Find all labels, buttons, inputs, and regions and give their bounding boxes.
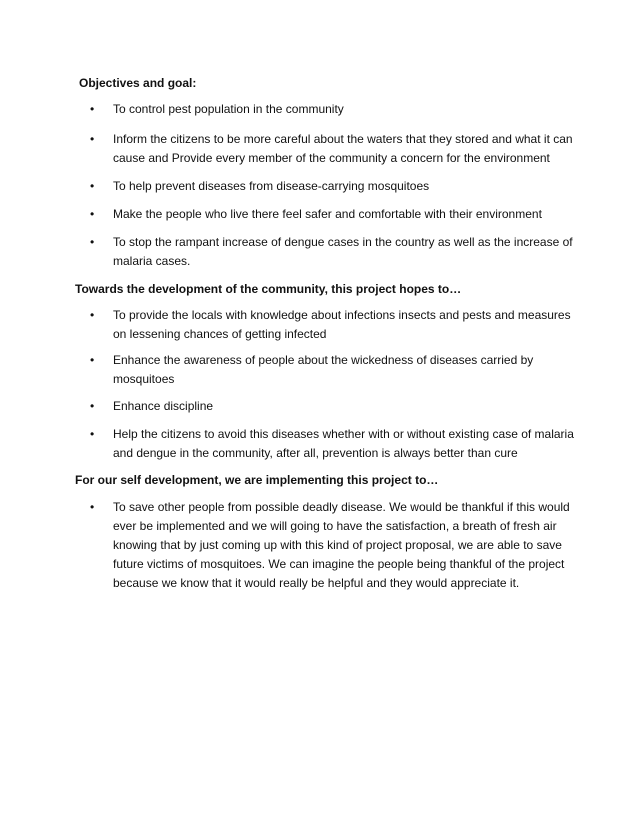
- objective-item: To help prevent diseases from disease-carrying mosquitoes: [113, 179, 430, 193]
- bullet-icon: •: [90, 427, 95, 441]
- bullet-icon: •: [90, 102, 95, 116]
- bullet-icon: •: [90, 353, 95, 367]
- bullet-icon: •: [90, 308, 95, 322]
- community-item: Help the citizens to avoid this diseases whether with or without existing case of malaria and dengue in the community, after all, prevention is always better than cure: [113, 427, 574, 460]
- self-development-heading: For our self development, we are implementing this project to…: [75, 473, 439, 487]
- objective-item: Inform the citizens to be more careful about the waters that they stored and what it can cause and Provide every member of the community a concern for the environment: [113, 132, 573, 165]
- bullet-icon: •: [90, 132, 95, 146]
- objectives-heading: Objectives and goal:: [79, 76, 197, 90]
- objective-item: To control pest population in the community: [113, 102, 344, 116]
- community-item: To provide the locals with knowledge about infections insects and pests and measures on lessening chances of getting infected: [113, 308, 571, 341]
- community-heading: Towards the development of the community, this project hopes to…: [75, 282, 462, 296]
- community-item: Enhance discipline: [113, 399, 214, 413]
- community-item: Enhance the awareness of people about the wickedness of diseases carried by mosquitoes: [113, 353, 534, 386]
- bullet-icon: •: [90, 179, 95, 193]
- bullet-icon: •: [90, 235, 95, 249]
- objective-item: Make the people who live there feel safer and comfortable with their environment: [113, 207, 542, 221]
- bullet-icon: •: [90, 500, 95, 514]
- bullet-icon: •: [90, 399, 95, 413]
- objective-item: To stop the rampant increase of dengue cases in the country as well as the increase of malaria cases.: [113, 235, 573, 268]
- self-development-item: To save other people from possible deadly disease. We would be thankful if this would ever be implemented and we will going to have the satisfaction, a breath of fresh air knowing that by just coming up with this kind of project proposal, we are able to save future victims of mosquitoes. We can imagine the people being thankful of the project because we know that it would really be helpful and they would appreciate it.: [113, 500, 570, 590]
- bullet-icon: •: [90, 207, 95, 221]
